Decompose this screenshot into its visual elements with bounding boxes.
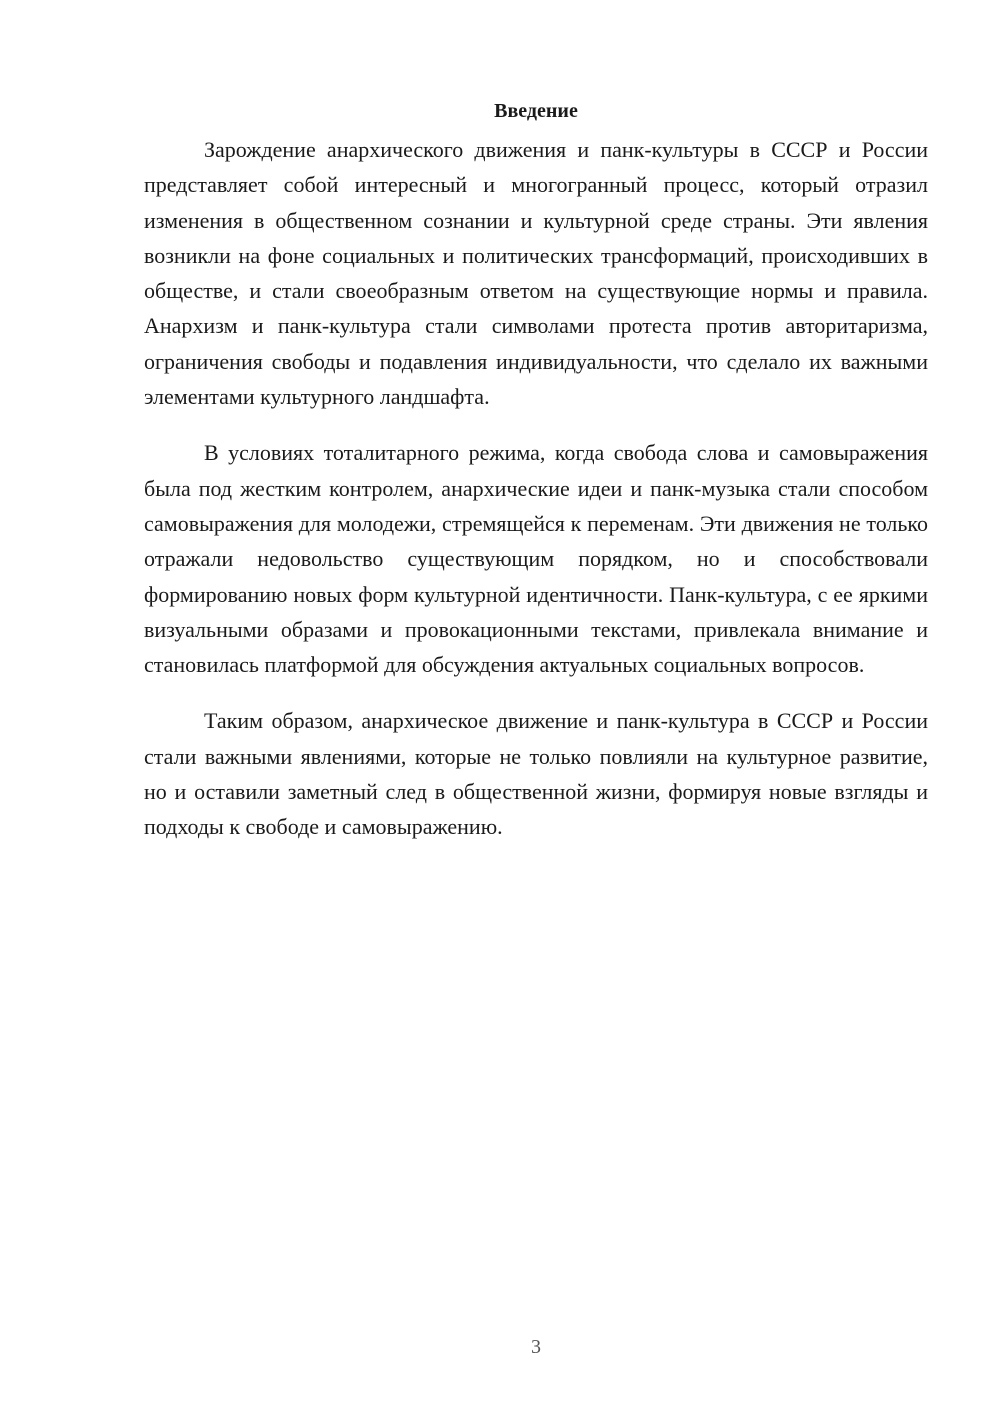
paragraph-3: Таким образом, анархическое движение и панк-культура в СССР и России стали важными явлениями, которые не только повлияли на культурное развитие, но и оставили заметный след в общественной жизни, формируя новые взгляды и подходы к свободе и самовыражению. bbox=[144, 708, 928, 840]
page-content bbox=[144, 96, 928, 866]
paragraph-1: Зарождение анархического движения и панк-культуры в СССР и России представляет собой интересный и многогранный процесс, который отразил изменения в общественном сознании и культурной среде страны. Эти явления возникли на фоне социальных и политических трансформаций, происходивших в обществе, и стали своеобразным ответом на существующие нормы и правила. Анархизм и панк-культура стали символами протеста против авторитаризма, ограничения свободы и подавления индивидуальности, что сделало их важными элементами культурного ландшафта. bbox=[144, 137, 928, 410]
paragraph-2: В условиях тоталитарного режима, когда свобода слова и самовыражения была под жестким контролем, анархические идеи и панк-музыка стали способом самовыражения для молодежи, стремящейся к переменам. Эти движения не только отражали недовольство существующим порядком, но и способствовали формированию новых форм культурной идентичности. Панк-культура, с ее яркими визуальными образами и провокационными текстами, привлекала внимание и становилась платформой для обсуждения актуальных социальных вопросов. bbox=[144, 440, 928, 678]
page-number: 3 bbox=[531, 1336, 541, 1358]
section-heading: Введение bbox=[494, 100, 578, 122]
